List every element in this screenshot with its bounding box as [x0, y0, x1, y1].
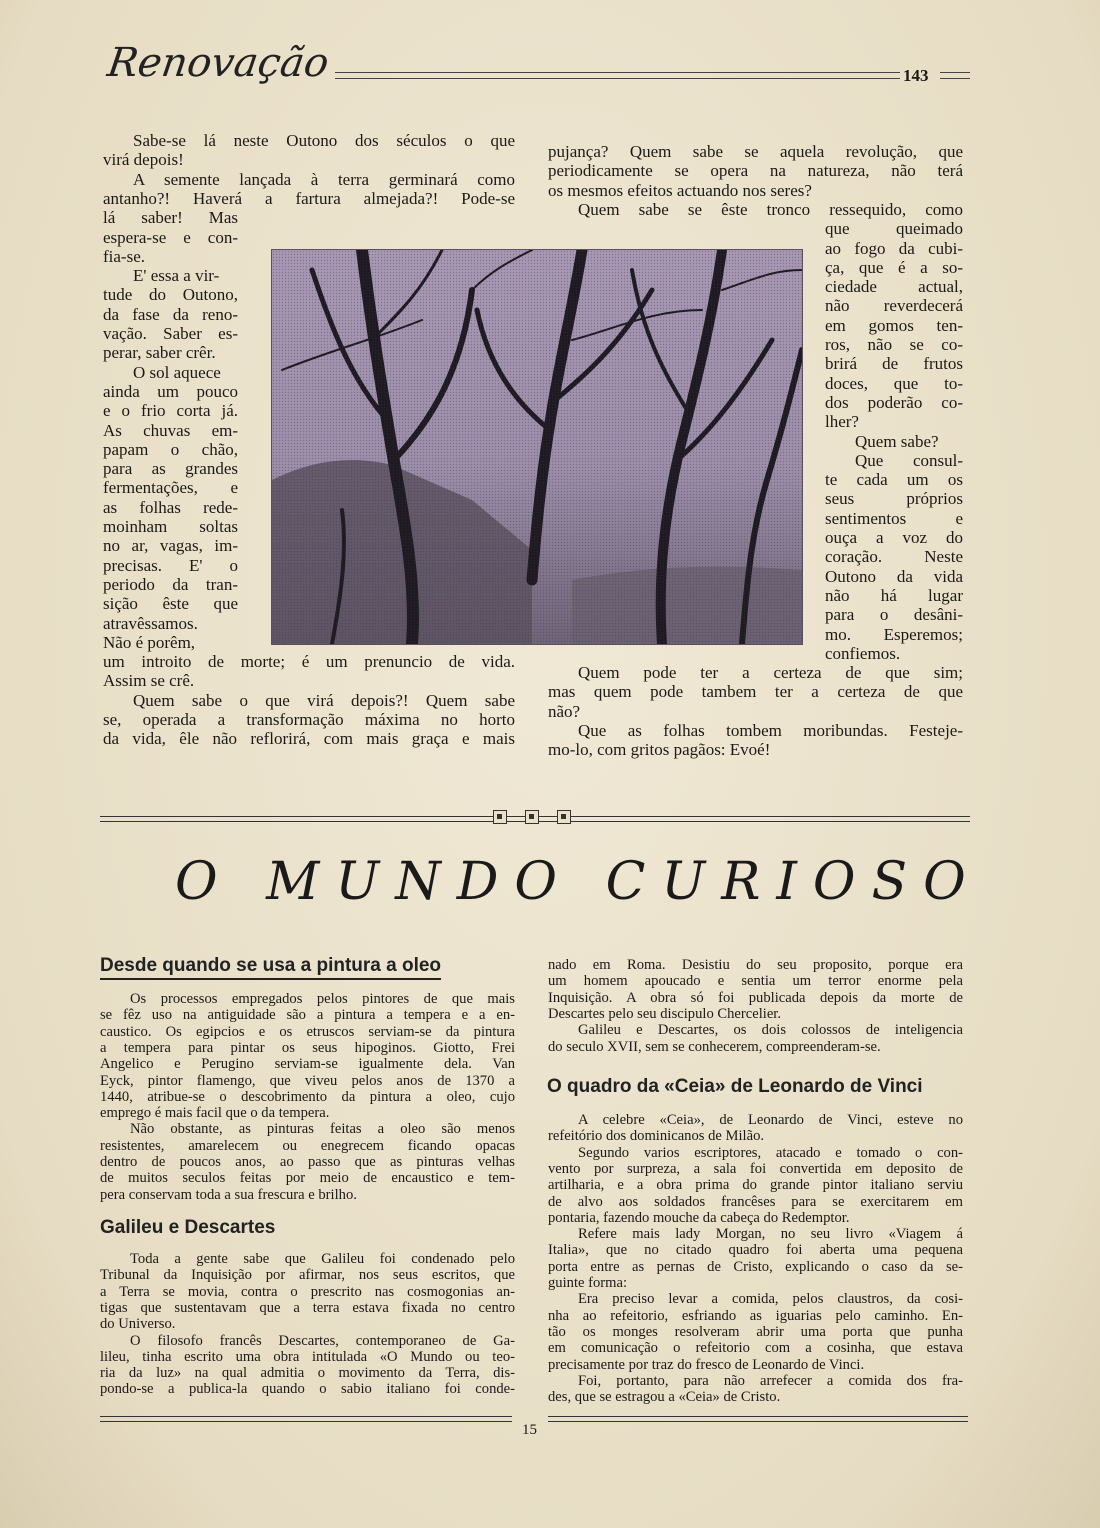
article-line: artilharia, e a obra prima do grande pintor italiano serviu	[548, 1177, 963, 1194]
article-line: Quem pode ter a certeza de que sim;	[578, 663, 963, 683]
article-line: Outono da vida	[825, 566, 963, 586]
article-line: da vida, êle não reflorirá, com mais graça e mais	[103, 729, 515, 749]
article-line: Que as folhas tombem moribundas. Festeje-	[578, 721, 963, 740]
article-line: espera-se e con-	[103, 227, 238, 247]
article-line: se, operada a transformação máxima no horto	[103, 710, 515, 729]
header-rule	[940, 72, 970, 73]
masthead-logo: Renovação	[104, 40, 332, 86]
article-line: a Terra se movia, contra o prescrito nas cosmogonias an-	[100, 1283, 515, 1300]
article-line: mo. Esperemos;	[825, 624, 963, 644]
article-line: 1440, atribue-se o descobrimento da pintura a oleo, cujo	[100, 1088, 515, 1105]
article-line: Que consul-	[855, 450, 963, 470]
article-line: Angelico e Perugino serviam-se igualmente dela. Van	[100, 1056, 515, 1073]
article-line: Não é porêm,	[103, 632, 196, 652]
ornament-square	[557, 810, 571, 824]
article-line: Foi, portanto, para não arrefecer a comida dos fra-	[578, 1372, 963, 1389]
article-line: Sabe-se lá neste Outono dos séculos o que	[133, 131, 515, 150]
article-line: no ar, vagas, im-	[103, 536, 238, 556]
article-line: coração. Neste	[825, 547, 963, 567]
header-rule	[335, 72, 900, 73]
article-line: Os processos empregados pelos pintores de que mais	[130, 991, 515, 1007]
article-line: Tribunal da Inquisição por afirmar, nos seus escritos, que	[100, 1267, 515, 1284]
ornament-square	[525, 810, 539, 824]
article-line: de alvo aos soldados francêses para se exercitarem em	[548, 1193, 963, 1210]
article-line: do Universo.	[100, 1316, 176, 1333]
article-line: perar, saber crêr.	[103, 343, 216, 363]
article-line: para o desâni-	[825, 605, 963, 625]
article-line: As chuvas em-	[103, 420, 238, 440]
article-line: vento por surpreza, a sala foi convertida em deposito de	[548, 1160, 963, 1177]
footer-rule	[100, 1416, 512, 1417]
heading-oleo: Desde quando se usa a pintura a oleo	[100, 955, 441, 980]
autumn-trees-photo	[271, 249, 803, 645]
article-line: tigas que sustentavam que a terra estava fixada no centro	[100, 1299, 515, 1316]
article-line: da fase da reno-	[103, 304, 238, 324]
article-line: A semente lançada à terra germinará como	[133, 169, 515, 189]
article-line: Galileu e Descartes, os dois colossos de inteligencia	[578, 1022, 963, 1039]
article-line: ros, não se co-	[825, 335, 963, 354]
header-rule	[335, 78, 900, 79]
article-line: Toda a gente sabe que Galileu foi condenado pelo	[130, 1251, 515, 1267]
heading-galileu: Galileu e Descartes	[100, 1217, 276, 1238]
article-line: ao fogo da cubi-	[825, 238, 963, 258]
article-line: do seculo XVII, sem se conhecerem, compreenderam-se.	[548, 1038, 881, 1055]
article-line: vação. Saber es-	[103, 324, 238, 343]
article-line: dos poderão co-	[825, 392, 963, 412]
article-line: para as grandes	[103, 459, 238, 479]
article-line: seus próprios	[825, 489, 963, 509]
article-line: nha ao refeitorio, esfriando as iguarias pelo caminho. En-	[548, 1307, 963, 1324]
article-line: antanho?! Haverá a fartura almejada?! Pode-se	[103, 188, 515, 208]
article-line: guinte forma:	[548, 1275, 628, 1291]
article-line: sição êste que	[103, 594, 238, 614]
article-line: Quem sabe?	[855, 431, 939, 451]
article-line: Inquisição. A obra só foi publicada depois da morte de	[548, 989, 963, 1006]
article-line: a tempera para pintar os seus hipoginos. Giotto, Frei	[100, 1039, 515, 1056]
article-line: brirá de frutos	[825, 354, 963, 374]
article-line: não reverdecerá	[825, 296, 963, 316]
article-line: papam o chão,	[103, 439, 238, 459]
article-line: lher?	[825, 412, 859, 432]
article-line: em comunicação o refeitorio com a cosinha, que estava	[548, 1340, 963, 1357]
header-rule	[940, 78, 970, 79]
article-line: ria da luz» na qual admitia o movimento da Terra, dis-	[100, 1365, 515, 1382]
article-line: Segundo varios escriptores, atacado e tomado o con-	[578, 1144, 963, 1161]
article-line: Refere mais lady Morgan, no seu livro «Viagem á	[578, 1226, 963, 1243]
heading-ceia: O quadro da «Ceia» de Leonardo de Vinci	[547, 1076, 923, 1097]
article-line: moinham soltas	[103, 517, 238, 536]
article-line: O filosofo francês Descartes, contemporaneo de Ga-	[130, 1332, 515, 1349]
article-line: um introito de morte; é um prenuncio de vida.	[103, 652, 515, 672]
article-line: os mesmos efeitos actuando nos seres?	[548, 180, 812, 200]
article-line: periodo da tran-	[103, 574, 238, 594]
article-line: tude do Outono,	[103, 285, 238, 305]
article-line: Descartes pelo seu discipulo Chercelier.	[548, 1005, 782, 1022]
article-line: mo-lo, com gritos pagãos: Evoé!	[548, 740, 771, 760]
article-line: precisas. E' o	[103, 555, 238, 575]
section-title: O MUNDO CURIOSO	[175, 852, 982, 912]
article-line: Quem sabe o que virá depois?! Quem sabe	[133, 690, 515, 710]
article-line: lileu, tinha escrito uma obra intitulada «O Mundo ou teo-	[100, 1348, 515, 1365]
trees-illustration	[272, 250, 802, 644]
article-line: emprego é mais facil que o da tempera.	[100, 1105, 330, 1122]
footer-rule	[548, 1416, 968, 1417]
article-line: refeitório dos dominicanos de Milão.	[548, 1128, 765, 1145]
article-line: te cada um os	[825, 470, 963, 490]
article-line: sentimentos e	[825, 508, 963, 528]
article-line: não?	[548, 701, 581, 721]
footer-rule	[100, 1421, 512, 1422]
article-line: confiemos.	[825, 643, 901, 663]
article-line: pujança? Quem sabe se aquela revolução, que	[548, 142, 963, 161]
article-line: e o frio corta já.	[103, 401, 238, 421]
article-line: virá depois!	[103, 150, 184, 170]
article-line: pontaria, fazendo mouche da cabeça do Redemptor.	[548, 1209, 850, 1226]
article-line: pondo-se a publica-la quando o sabio italiano foi conde-	[100, 1381, 515, 1398]
article-line: Italia», que no citado quadro foi aberta uma pequena	[548, 1242, 963, 1259]
article-line: em gomos ten-	[825, 315, 963, 335]
article-line: lá saber! Mas	[103, 208, 238, 228]
article-line: Era preciso levar a comida, pelos claustros, da cosi-	[578, 1291, 963, 1308]
article-line: fia-se.	[103, 246, 146, 266]
article-line: se fêz uso na antiguidade são a pintura a tempera e a en-	[100, 1007, 515, 1024]
ornament-square	[493, 810, 507, 824]
article-line: ça, que é a so-	[825, 257, 963, 277]
article-line: Não obstante, as pinturas feitas a oleo são menos	[130, 1121, 515, 1138]
article-line: atravêssamos.	[103, 613, 198, 633]
article-line: Assim se crê.	[103, 671, 195, 691]
sheet-number: 15	[522, 1422, 537, 1438]
article-line: as folhas rede-	[103, 497, 238, 517]
article-line: precisamente por traz do fresco de Leonardo de Vinci.	[548, 1356, 865, 1373]
article-line: Quem sabe se êste tronco ressequido, como	[578, 199, 963, 219]
article-line: não há lugar	[825, 585, 963, 605]
article-line: des, que se estragou a «Ceia» de Cristo.	[548, 1389, 781, 1406]
article-line: ouça a voz do	[825, 528, 963, 547]
article-line: doces, que to-	[825, 373, 963, 393]
article-line: A celebre «Ceia», de Leonardo de Vinci, esteve no	[578, 1112, 963, 1128]
article-line: E' essa a vir-	[133, 266, 220, 286]
article-line: fermentações, e	[103, 478, 238, 498]
article-line: ainda um pouco	[103, 381, 238, 401]
article-line: O sol aquece	[133, 362, 221, 382]
article-line: de muitos seculos feitas por meio de encaustico e tem-	[100, 1170, 515, 1187]
footer-rule	[548, 1421, 968, 1422]
article-line: pera conservam toda a sua frescura e brilho.	[100, 1186, 357, 1203]
article-line: porta entre as pernas de Cristo, explicando o caso da se-	[548, 1258, 963, 1275]
article-line: que queimado	[825, 219, 963, 239]
article-line: dentro de poucos anos, ao passo que as pinturas velhas	[100, 1154, 515, 1170]
article-line: ciedade actual,	[825, 277, 963, 297]
article-line: caustico. Os egipcios e os etruscos serviam-se da pintura	[100, 1023, 515, 1040]
article-line: nado em Roma. Desistiu do seu proposito, porque era	[548, 957, 963, 973]
article-line: Eyck, pintor flamengo, que viveu pelos anos de 1370 a	[100, 1072, 515, 1089]
article-line: um homem apoucado e sentia um terror enorme pela	[548, 973, 963, 990]
article-line: resistentes, amarelecem ou enegrecem ficando opacas	[100, 1137, 515, 1154]
article-line: tão os monges resolveram abrir uma porta que punha	[548, 1323, 963, 1340]
article-line: mas quem pode tambem ter a certeza de que	[548, 682, 963, 702]
article-line: periodicamente se opera na natureza, não terá	[548, 161, 963, 181]
page-number: 143	[903, 66, 929, 85]
